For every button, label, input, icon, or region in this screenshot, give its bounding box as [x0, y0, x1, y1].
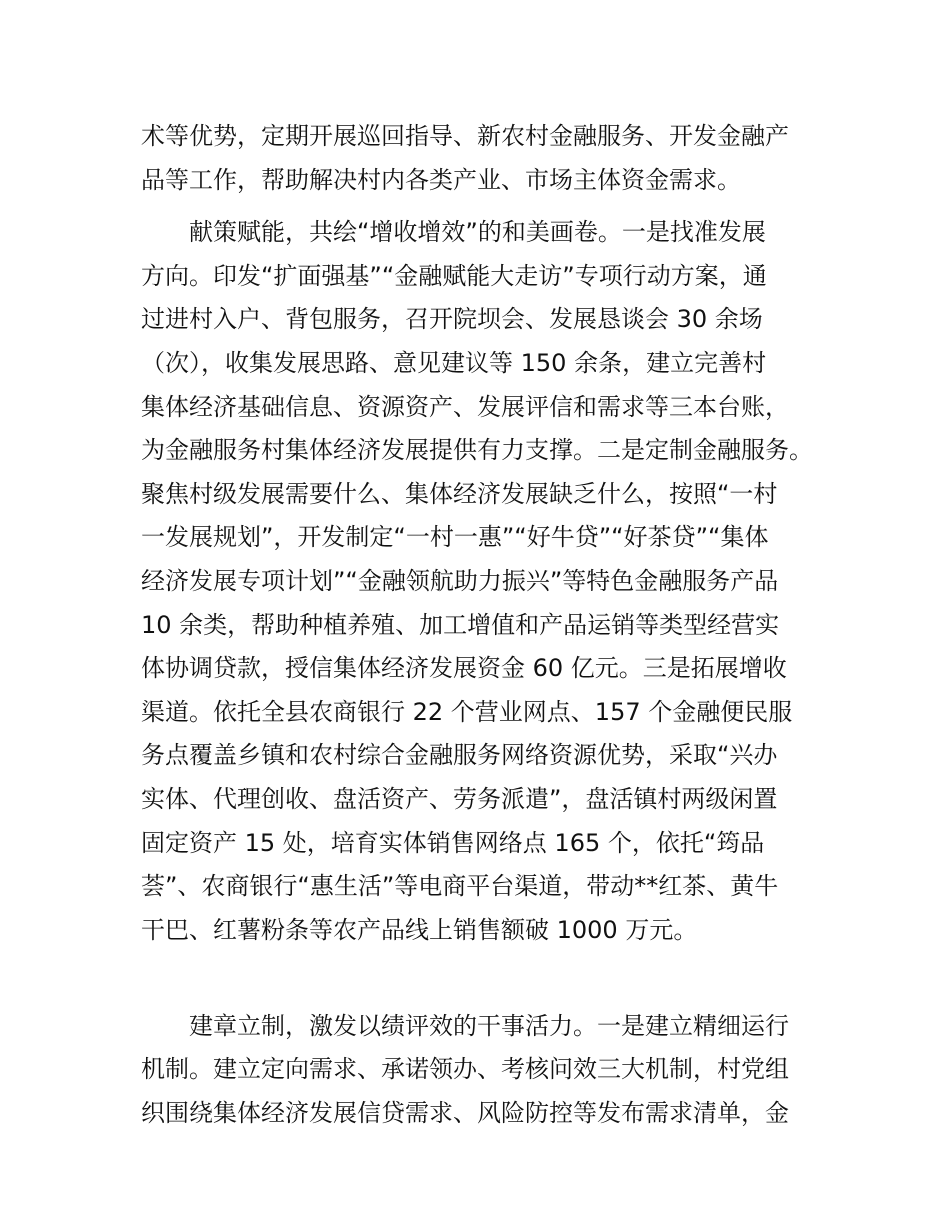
text-line: 献策赋能，共绘“增收增效”的和美画卷。一是找准发展: [189, 218, 766, 247]
text-line: 固定资产 15 处，培育实体销售网络点 165 个，依托“筠品: [141, 828, 765, 857]
text-line: 过进村入户、背包服务，召开院坝会、发展恳谈会 30 余场: [141, 305, 763, 334]
text-line: 一发展规划”，开发制定“一村一惠”“好牛贷”“好茶贷”“集体: [141, 523, 769, 552]
text-line: 为金融服务村集体经济发展提供有力支撑。二是定制金融服务。: [141, 436, 813, 465]
text-line: 集体经济基础信息、资源资产、发展评信和需求等三本台账，: [141, 392, 789, 421]
paragraph: [141, 1005, 821, 1136]
text-line: 品等工作，帮助解决村内各类产业、市场主体资金需求。: [141, 165, 741, 194]
text-line: 实体、代理创收、盘活资产、劳务派遣”，盘活镇村两级闲置: [141, 784, 778, 813]
text-line: 体协调贷款，授信集体经济发展资金 60 亿元。三是拓展增收: [141, 654, 787, 683]
text-line: 干巴、红薯粉条等农产品线上销售额破 1000 万元。: [141, 915, 698, 944]
text-line: 术等优势，定期开展巡回指导、新农村金融服务、开发金融产: [141, 122, 789, 150]
text-line: 10 余类，帮助种植养殖、加工增值和产品运销等类型经营实: [141, 610, 780, 639]
text-line: 建章立制，激发以绩评效的干事活力。一是建立精细运行: [189, 1011, 789, 1040]
document-body: [141, 115, 821, 1136]
text-line: 渠道。依托全县农商银行 22 个营业网点、157 个金融便民服: [141, 697, 793, 726]
text-line: 荟”、农商银行“惠生活”等电商平台渠道，带动**红茶、黄牛: [141, 872, 779, 901]
text-line: 聚焦村级发展需要什么、集体经济发展缺乏什么，按照“一村: [141, 479, 778, 508]
text-line: [141, 952, 821, 996]
text-line: 机制。建立定向需求、承诺领办、考核问效三大机制，村党组: [141, 1055, 789, 1084]
paragraph: [141, 211, 821, 996]
text-line: 经济发展专项计划”“金融领航助力振兴”等特色金融服务产品: [141, 566, 779, 595]
text-line: 织围绕集体经济发展信贷需求、风险防控等发布需求清单，金: [141, 1099, 789, 1128]
text-line: 方向。印发“扩面强基”“金融赋能大走访”专项行动方案，通: [141, 261, 767, 290]
text-line: （次），收集发展思路、意见建议等 150 余条，建立完善村: [141, 348, 767, 377]
text-line: 务点覆盖乡镇和农村综合金融服务网络资源优势，采取“兴办: [141, 741, 778, 770]
paragraph: [141, 115, 821, 202]
